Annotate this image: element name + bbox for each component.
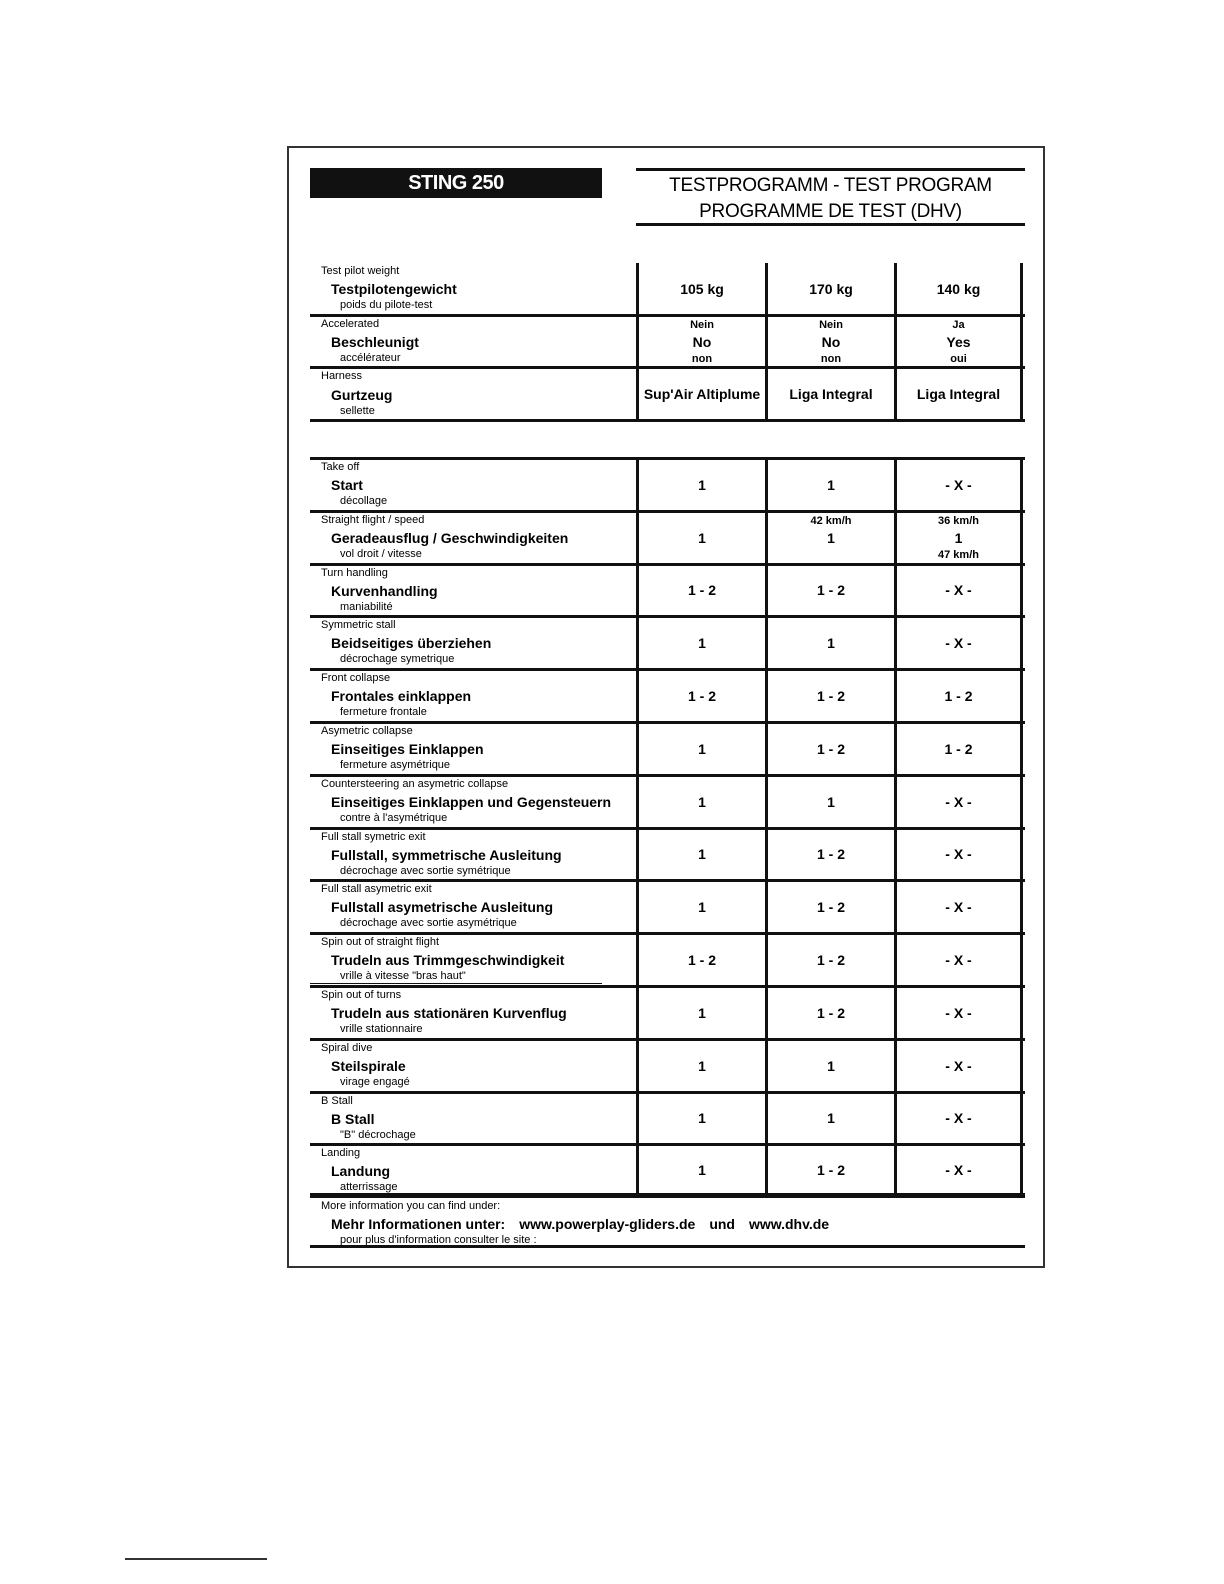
cell-value-main: 1 bbox=[954, 529, 963, 546]
row-label-fr: décollage bbox=[340, 495, 388, 507]
cell-value: 1 - 2 bbox=[765, 671, 894, 721]
row-label-de: Einseitiges Einklappen bbox=[331, 741, 484, 757]
link-powerplay[interactable]: www.powerplay-gliders.de bbox=[519, 1216, 696, 1232]
cell-value: 1 bbox=[765, 460, 894, 510]
cell-value-fr: oui bbox=[950, 352, 967, 365]
divider bbox=[310, 983, 602, 984]
cell-value: 105 kg bbox=[636, 263, 765, 314]
row-label-fr: accélérateur bbox=[340, 352, 401, 364]
table-row bbox=[310, 1143, 1025, 1196]
cell-value-fr: non bbox=[820, 352, 842, 365]
table-row bbox=[310, 1091, 1025, 1144]
cell-value: - X - bbox=[894, 830, 1023, 880]
cell-value: 1 - 2 bbox=[765, 566, 894, 616]
row-label-de: Einseitiges Einklappen und Gegensteuern bbox=[331, 793, 612, 810]
row-label-en: Take off bbox=[321, 461, 360, 473]
table-row bbox=[310, 615, 1025, 668]
row-label-de: Trudeln aus Trimmgeschwindigkeit bbox=[331, 952, 565, 969]
table-row bbox=[310, 1038, 1025, 1091]
cell-value-main: 1 bbox=[827, 529, 835, 546]
cell-value: 1 - 2 bbox=[636, 566, 765, 616]
row-label-de: Testpilotengewicht bbox=[331, 281, 457, 297]
cell-value: - X - bbox=[894, 1094, 1023, 1144]
cell-value-top: 36 km/h bbox=[938, 514, 979, 527]
cell-value: 140 kg bbox=[894, 263, 1023, 314]
cell-value-bottom bbox=[829, 547, 832, 563]
row-label-en: Asymetric collapse bbox=[321, 725, 413, 737]
row-label-en: Turn handling bbox=[321, 566, 388, 579]
row-label-fr: vrille stationnaire bbox=[340, 1023, 423, 1035]
cell-value: 1 - 2 bbox=[636, 671, 765, 721]
table-row bbox=[310, 668, 1025, 721]
footer-fr: pour plus d'information consulter le site : bbox=[340, 1234, 537, 1246]
cell-value: 1 - 2 bbox=[765, 1146, 894, 1193]
table-row bbox=[310, 457, 1025, 510]
row-label-de: Trudeln aus stationären Kurvenflug bbox=[331, 1005, 567, 1021]
cell-value: 1 - 2 bbox=[765, 724, 894, 774]
table-row bbox=[310, 721, 1025, 774]
row-label-en: Spin out of turns bbox=[321, 989, 402, 1001]
row-label-fr: décrochage avec sortie symétrique bbox=[340, 864, 511, 877]
row-label-en: Symmetric stall bbox=[321, 619, 396, 632]
row-label-en: Accelerated bbox=[321, 318, 380, 330]
link-dhv[interactable]: www.dhv.de bbox=[748, 1216, 830, 1232]
cell-value: 1 bbox=[765, 618, 894, 668]
cell-value: 1 bbox=[765, 1041, 894, 1091]
footer-und: und bbox=[709, 1216, 735, 1232]
row-label-en: B Stall bbox=[321, 1094, 353, 1107]
row-label-de: Beidseitiges überziehen bbox=[331, 635, 492, 652]
row-label-fr: atterrissage bbox=[340, 1181, 398, 1194]
cell-value: 170 kg bbox=[765, 263, 894, 314]
row-label-de: Steilspirale bbox=[331, 1057, 406, 1074]
row-label-fr: décrochage symetrique bbox=[340, 653, 455, 666]
row-label-de: Start bbox=[331, 477, 363, 493]
cell-value-en: Yes bbox=[946, 333, 971, 350]
cell-value-bottom: 47 km/h bbox=[938, 548, 979, 561]
row-label-en: Full stall symetric exit bbox=[321, 830, 426, 843]
table-row bbox=[310, 985, 1025, 1038]
row-label-fr: virage engagé bbox=[340, 1075, 410, 1088]
cell-value bbox=[765, 317, 894, 366]
row-label-fr: vrille à vitesse "bras haut" bbox=[340, 970, 466, 983]
cell-value-en: No bbox=[692, 333, 712, 350]
cell-value: 1 bbox=[636, 513, 765, 563]
cell-value: 1 bbox=[636, 724, 765, 774]
table-row bbox=[310, 563, 1025, 616]
cell-value bbox=[765, 513, 894, 563]
cell-value-de: Nein bbox=[819, 318, 843, 331]
cell-value: - X - bbox=[894, 882, 1023, 932]
cell-value: 1 - 2 bbox=[765, 830, 894, 880]
cell-value: - X - bbox=[894, 566, 1023, 616]
row-label-fr: contre à l'asymétrique bbox=[340, 811, 448, 824]
cell-value: Liga Integral bbox=[894, 369, 1023, 419]
cell-value-de: Nein bbox=[690, 318, 714, 331]
cell-value: - X - bbox=[894, 1146, 1023, 1193]
cell-value: - X - bbox=[894, 1041, 1023, 1091]
cell-value-top: 42 km/h bbox=[810, 514, 852, 527]
table-row bbox=[310, 827, 1025, 880]
row-label-fr: maniabilité bbox=[340, 600, 393, 613]
cell-value: 1 - 2 bbox=[636, 935, 765, 985]
row-label-fr: décrochage avec sortie asymétrique bbox=[340, 917, 517, 930]
cell-value: - X - bbox=[894, 935, 1023, 985]
cell-value-fr: non bbox=[691, 352, 713, 365]
row-label-de: Gurtzeug bbox=[331, 387, 393, 403]
cell-value: 1 bbox=[636, 460, 765, 510]
row-label-en: Countersteering an asymetric collapse bbox=[321, 777, 509, 790]
cell-value: Sup'Air Altiplume bbox=[636, 369, 765, 419]
footnote-rule bbox=[125, 1558, 267, 1560]
cell-value: 1 bbox=[636, 988, 765, 1038]
row-label-de: Fullstall, symmetrische Ausleitung bbox=[331, 846, 562, 863]
row-label-en: Full stall asymetric exit bbox=[321, 883, 432, 896]
footer-en: More information you can find under: bbox=[321, 1200, 501, 1212]
cell-value: - X - bbox=[894, 618, 1023, 668]
cell-value: - X - bbox=[894, 777, 1023, 827]
cell-value: 1 bbox=[636, 1094, 765, 1144]
row-label-en: Harness bbox=[321, 370, 362, 382]
row-label-en: Test pilot weight bbox=[321, 265, 400, 277]
row-label-de: Beschleunigt bbox=[331, 334, 419, 350]
table-row bbox=[310, 932, 1025, 985]
cell-value: 1 bbox=[636, 618, 765, 668]
cell-value bbox=[636, 317, 765, 366]
cell-value: 1 bbox=[636, 830, 765, 880]
cell-value: 1 - 2 bbox=[894, 671, 1023, 721]
row-accelerated bbox=[310, 317, 1025, 369]
cell-value: 1 - 2 bbox=[765, 988, 894, 1038]
cell-value: 1 bbox=[636, 882, 765, 932]
row-label-de: Geradeausflug / Geschwindigkeiten bbox=[331, 529, 569, 546]
row-label-de: B Stall bbox=[331, 1110, 375, 1127]
row-label-fr: sellette bbox=[340, 405, 375, 417]
row-label-en: Front collapse bbox=[321, 672, 391, 685]
cell-value: Liga Integral bbox=[765, 369, 894, 419]
row-label-de: Fullstall asymetrische Ausleitung bbox=[331, 899, 553, 916]
cell-value-de: Ja bbox=[952, 318, 965, 331]
cell-value: - X - bbox=[894, 988, 1023, 1038]
cell-value: 1 - 2 bbox=[894, 724, 1023, 774]
row-label-de: Frontales einklappen bbox=[331, 688, 472, 705]
test-program-line1: TESTPROGRAMM - TEST PROGRAM bbox=[669, 175, 992, 196]
footer-info bbox=[310, 1195, 1025, 1248]
footer-de-label: Mehr Informationen unter: bbox=[331, 1216, 506, 1232]
row-label-fr: fermeture frontale bbox=[340, 706, 427, 719]
row-label-en: Spiral dive bbox=[321, 1041, 373, 1054]
cell-value: 1 bbox=[636, 1146, 765, 1193]
cell-value: 1 - 2 bbox=[765, 882, 894, 932]
cell-value: 1 - 2 bbox=[765, 935, 894, 985]
cell-value bbox=[894, 317, 1023, 366]
glider-title: STING 250 bbox=[310, 168, 602, 198]
cell-value: 1 bbox=[765, 1094, 894, 1144]
cell-value: 1 bbox=[636, 1041, 765, 1091]
row-harness bbox=[310, 369, 1025, 422]
cell-value bbox=[894, 513, 1023, 563]
table-row bbox=[310, 879, 1025, 932]
row-label-fr: poids du pilote-test bbox=[340, 299, 433, 311]
cell-value-en: No bbox=[821, 333, 841, 350]
row-label-de: Kurvenhandling bbox=[331, 582, 438, 599]
row-label-en: Straight flight / speed bbox=[321, 513, 425, 526]
row-label-fr: "B" décrochage bbox=[340, 1128, 416, 1141]
table-row bbox=[310, 510, 1025, 563]
cell-value: 1 bbox=[636, 777, 765, 827]
test-program-line2: PROGRAMME DE TEST (DHV) bbox=[699, 201, 962, 222]
row-pilot-weight bbox=[310, 263, 1025, 317]
row-label-en: Landing bbox=[321, 1147, 361, 1160]
row-label-fr: vol droit / vitesse bbox=[340, 547, 422, 560]
row-label-fr: fermeture asymétrique bbox=[340, 759, 451, 771]
cell-value: 1 bbox=[765, 777, 894, 827]
row-label-en: Spin out of straight flight bbox=[321, 936, 440, 949]
footer-de bbox=[331, 1216, 829, 1232]
test-program-heading bbox=[636, 168, 1025, 226]
row-label-de: Landung bbox=[331, 1163, 391, 1180]
cell-value: - X - bbox=[894, 460, 1023, 510]
table-row bbox=[310, 774, 1025, 827]
